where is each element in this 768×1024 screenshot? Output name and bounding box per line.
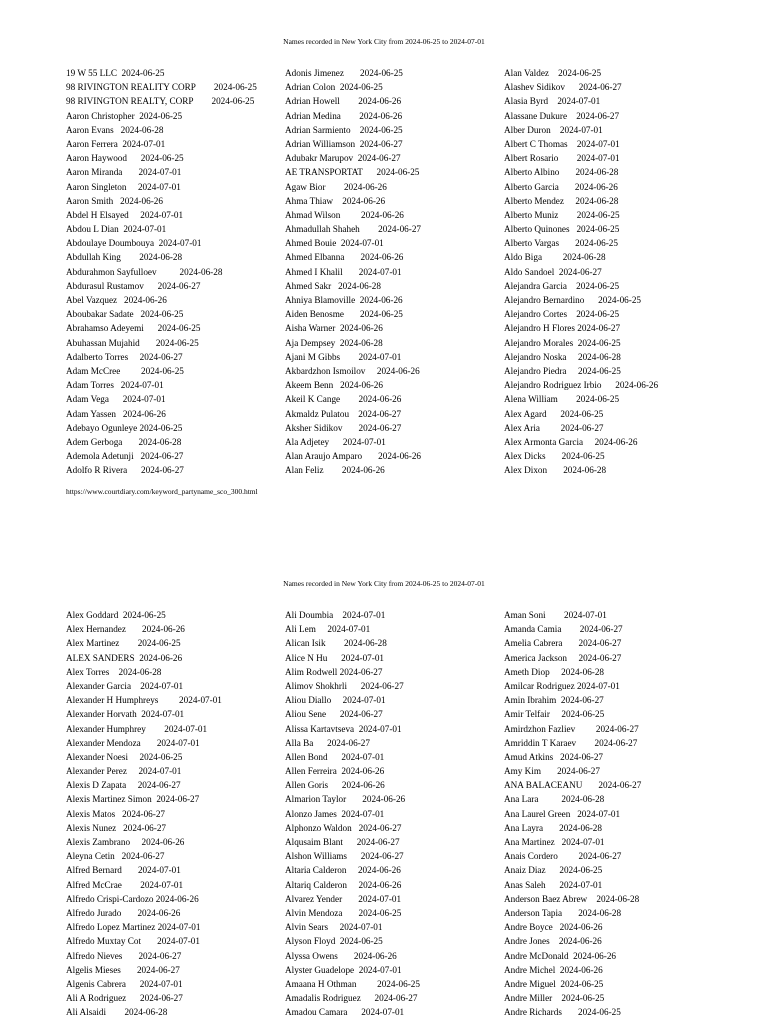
name-entry: Adrian Medina 2024-06-26 (285, 110, 403, 121)
name-entry: Akeem Benn 2024-06-26 (285, 380, 383, 391)
name-entry: Alshon Williams 2024-06-27 (285, 851, 404, 862)
name-entry: Alashev Sidikov 2024-06-27 (504, 82, 622, 93)
name-entry: Alejandro H Flores 2024-06-27 (504, 323, 621, 334)
name-entry: Alasia Byrd 2024-07-01 (504, 96, 601, 107)
name-entry: Alber Duron 2024-07-01 (504, 124, 603, 135)
name-entry: Allen Ferreira 2024-06-26 (285, 766, 385, 777)
name-entry: Aksher Sidikov 2024-06-27 (285, 422, 402, 433)
name-entry: Alberto Mendez 2024-06-28 (504, 195, 619, 206)
name-entry: Alyson Floyd 2024-06-25 (285, 936, 383, 947)
name-entry: 98 RIVINGTON REALITY CORP 2024-06-25 (66, 82, 257, 93)
name-entry: Andre Miller 2024-06-25 (504, 993, 605, 1004)
name-entry: Alan Araujo Amparo 2024-06-26 (285, 451, 422, 462)
name-entry: Andre Jones 2024-06-26 (504, 936, 602, 947)
name-entry: Alan Valdez 2024-06-25 (504, 68, 602, 78)
name-entry: Allen Bond 2024-07-01 (285, 751, 385, 762)
name-entry: Allen Goris 2024-06-26 (285, 780, 385, 791)
name-entry: Alejandro Bernardino 2024-06-25 (504, 295, 642, 305)
name-entry: Alimov Shokhrli 2024-06-27 (285, 680, 404, 691)
name-entry: Adem Gerboga 2024-06-28 (66, 436, 182, 447)
name-entry: Ali Doumbia 2024-07-01 (285, 610, 386, 620)
name-entry: Alejandro Piedra 2024-06-25 (504, 365, 621, 376)
name-entry: Aaron Ferrera 2024-07-01 (66, 138, 166, 149)
name-entry: Adubakr Marupov 2024-06-27 (285, 153, 401, 164)
name-entry: Alex Goddard 2024-06-25 (66, 610, 166, 620)
name-entry: Anas Saleh 2024-07-01 (504, 879, 603, 890)
name-entry: Alfred Bernard 2024-07-01 (66, 865, 181, 876)
name-entry: Abdoulaye Doumbouya 2024-07-01 (66, 238, 202, 249)
name-entry: Aldo Sandoel 2024-06-27 (504, 266, 602, 277)
name-entry: Adam McCree 2024-06-25 (66, 365, 184, 376)
name-entry: Alejandro Cortes 2024-06-25 (504, 309, 620, 320)
name-entry: Alfredo Crispi-Cardozo 2024-06-26 (66, 893, 199, 904)
name-entry: Adrian Sarmiento 2024-06-25 (285, 124, 403, 135)
name-entry: Alvin Mendoza 2024-06-25 (285, 907, 402, 918)
name-entry: Aaron Smith 2024-06-26 (66, 195, 163, 206)
name-entry: Alena William 2024-06-25 (504, 394, 620, 405)
name-entry: Agaw Bior 2024-06-26 (285, 181, 387, 192)
name-column-2 (285, 608, 495, 1019)
name-entry: 98 RIVINGTON REALTY, CORP 2024-06-25 (66, 96, 255, 107)
name-column-1 (66, 66, 276, 477)
name-entry: America Jackson 2024-06-27 (504, 652, 622, 663)
name-entry: Adrian Howell 2024-06-26 (285, 96, 402, 107)
name-entry: Aaron Christopher 2024-06-25 (66, 110, 183, 121)
name-entry: Amaana H Othman 2024-06-25 (285, 978, 420, 989)
name-entry: Amanda Camia 2024-06-27 (504, 624, 623, 635)
name-entry: Alex Aria 2024-06-27 (504, 422, 604, 433)
name-column-3 (504, 608, 734, 1019)
name-entry: Alonzo James 2024-07-01 (285, 808, 385, 819)
name-entry: Adalberto Torres 2024-06-27 (66, 351, 183, 362)
name-entry: Amadou Camara 2024-07-01 (285, 1007, 405, 1018)
name-entry: Anais Cordero 2024-06-27 (504, 851, 622, 862)
name-entry: Alfredo Muxtay Cot 2024-07-01 (66, 936, 200, 947)
document-page-2 (0, 542, 768, 1024)
name-entry: Adrian Colon 2024-06-25 (285, 82, 383, 93)
name-entry: Ahmadullah Shaheh 2024-06-27 (285, 224, 422, 235)
page-title: Names recorded in New York City from 2024-06-25 to 2024-07-01 (283, 579, 485, 588)
name-entry: Altaria Calderon 2024-06-26 (285, 865, 401, 876)
name-entry: Ali Lem 2024-07-01 (285, 624, 371, 635)
name-entry: Adebayo Ogunleye 2024-06-25 (66, 422, 183, 433)
name-entry: Anderson Baez Abrew 2024-06-28 (504, 893, 640, 904)
name-entry: Alberto Muniz 2024-06-25 (504, 209, 620, 220)
name-entry: Aleyna Cetin 2024-06-27 (66, 851, 165, 862)
name-entry: Algelis Mieses 2024-06-27 (66, 964, 180, 975)
name-entry: Alexander Horvath 2024-07-01 (66, 709, 185, 720)
name-entry: Alexander Noesi 2024-06-25 (66, 751, 183, 762)
name-entry: Aisha Warner 2024-06-26 (285, 323, 383, 334)
name-entry: Abdel H Elsayed 2024-07-01 (66, 209, 184, 220)
name-entry: Aja Dempsey 2024-06-28 (285, 337, 383, 348)
name-entry: AE TRANSPORTAT 2024-06-25 (285, 167, 420, 178)
name-entry: Ajani M Gibbs 2024-07-01 (285, 351, 402, 362)
name-entry: Alex Dicks 2024-06-25 (504, 451, 605, 462)
name-entry: Amilcar Rodriguez 2024-07-01 (504, 680, 620, 691)
name-entry: Ahma Thiaw 2024-06-26 (285, 195, 386, 206)
name-entry: Alberto Albino 2024-06-28 (504, 167, 619, 178)
name-entry: Abdullah King 2024-06-28 (66, 252, 183, 263)
name-entry: Alfredo Lopez Martinez 2024-07-01 (66, 922, 201, 933)
name-entry: Alla Ba 2024-06-27 (285, 737, 370, 748)
name-entry: Andre Miguel 2024-06-25 (504, 978, 604, 989)
name-entry: Ala Adjetey 2024-07-01 (285, 436, 386, 447)
name-entry: Abel Vazquez 2024-06-26 (66, 295, 167, 305)
name-entry: Ali A Rodriguez 2024-06-27 (66, 993, 183, 1004)
name-entry: Alberto Quinones 2024-06-25 (504, 224, 620, 235)
name-entry: Alvarez Yender 2024-07-01 (285, 893, 402, 904)
name-entry: Amy Kim 2024-06-27 (504, 766, 600, 777)
name-column-3 (504, 66, 734, 477)
name-entry: Ana Martinez 2024-07-01 (504, 837, 605, 847)
name-entry: Alejandro Noska 2024-06-28 (504, 351, 621, 362)
name-entry: Abdurahmon Sayfulloev 2024-06-28 (66, 266, 223, 277)
name-entry: Alfredo Jurado 2024-06-26 (66, 907, 181, 918)
name-entry: Alissa Kartavtseva 2024-07-01 (285, 723, 402, 734)
name-entry: Alberto Garcia 2024-06-26 (504, 181, 618, 192)
name-entry: Amin Ibrahim 2024-06-27 (504, 695, 604, 706)
name-entry: Alvin Sears 2024-07-01 (285, 922, 383, 933)
name-entry: Alexander Garcia 2024-07-01 (66, 680, 184, 691)
name-entry: Amadalis Rodriguez 2024-06-27 (285, 993, 418, 1004)
name-entry: Adolfo R Rivera 2024-06-27 (66, 465, 184, 476)
name-entry: Amirdzhon Fazliev 2024-06-27 (504, 723, 639, 734)
name-entry: Alassane Dukure 2024-06-27 (504, 110, 620, 121)
name-entry: Alexis Martinez Simon 2024-06-27 (66, 794, 200, 805)
name-entry: Ahniya Blamoville 2024-06-26 (285, 295, 403, 305)
name-entry: Andre McDonald 2024-06-26 (504, 950, 617, 961)
name-entry: Amriddin T Karaev 2024-06-27 (504, 737, 638, 748)
name-entry: Aliou Diallo 2024-07-01 (285, 695, 386, 706)
name-column-2 (285, 66, 495, 477)
name-entry: Ali Alsaidi 2024-06-28 (66, 1007, 168, 1018)
name-entry: Alex Martinez 2024-06-25 (66, 638, 181, 649)
name-entry: Alexander Humphrey 2024-07-01 (66, 723, 208, 734)
name-entry: Ahmed Elbanna 2024-06-26 (285, 252, 404, 263)
name-entry: Aman Soni 2024-07-01 (504, 610, 607, 620)
name-entry: Alex Dixon 2024-06-28 (504, 465, 607, 476)
name-entry: ALEX SANDERS 2024-06-26 (66, 652, 183, 663)
name-entry: Ademola Adetunji 2024-06-27 (66, 451, 184, 462)
name-entry: Ahmed I Khalil 2024-07-01 (285, 266, 402, 277)
name-entry: Adonis Jimenez 2024-06-25 (285, 68, 403, 78)
name-entry: Alberto Vargas 2024-06-25 (504, 238, 618, 249)
name-entry: Alex Hernandez 2024-06-26 (66, 624, 185, 635)
name-entry: Alqusaim Blant 2024-06-27 (285, 837, 400, 847)
name-entry: Albert C Thomas 2024-07-01 (504, 138, 620, 149)
name-entry: Alyster Guadelope 2024-07-01 (285, 964, 402, 975)
name-entry: Alexis Nunez 2024-06-27 (66, 822, 167, 833)
name-entry: Ahmed Sakr 2024-06-28 (285, 280, 381, 291)
name-entry: Adrian Williamson 2024-06-27 (285, 138, 403, 149)
name-entry: 19 W 55 LLC 2024-06-25 (66, 68, 165, 78)
name-entry: Anderson Tapia 2024-06-28 (504, 907, 622, 918)
name-entry: Aaron Haywood 2024-06-25 (66, 153, 184, 164)
name-entry: Alex Armonta Garcia 2024-06-26 (504, 436, 638, 447)
name-entry: Aldo Biga 2024-06-28 (504, 252, 606, 263)
name-entry: Akmaldz Pulatou 2024-06-27 (285, 408, 402, 419)
name-entry: Alphonzo Waldon 2024-06-27 (285, 822, 402, 833)
name-entry: Alim Rodwell 2024-06-27 (285, 666, 383, 677)
name-entry: Aaron Miranda 2024-07-01 (66, 167, 182, 178)
name-entry: Aaron Singleton 2024-07-01 (66, 181, 181, 192)
page-title: Names recorded in New York City from 2024-06-25 to 2024-07-01 (283, 37, 485, 46)
name-entry: Alyssa Owens 2024-06-26 (285, 950, 397, 961)
name-entry: Amud Atkins 2024-06-27 (504, 751, 604, 762)
name-entry: Alfred McCrae 2024-07-01 (66, 879, 184, 890)
name-entry: Aiden Benosme 2024-06-25 (285, 309, 403, 320)
name-entry: Alex Torres 2024-06-28 (66, 666, 162, 677)
name-entry: Abuhassan Mujahid 2024-06-25 (66, 337, 199, 348)
name-entry: Aliou Sene 2024-06-27 (285, 709, 383, 720)
name-entry: Alfredo Nieves 2024-06-27 (66, 950, 182, 961)
name-entry: Anaiz Diaz 2024-06-25 (504, 865, 603, 876)
name-entry: Ameth Diop 2024-06-28 (504, 666, 605, 677)
name-entry: Alexis Matos 2024-06-27 (66, 808, 166, 819)
name-entry: Alejandro Morales 2024-06-25 (504, 337, 621, 348)
name-entry: Alan Feliz 2024-06-26 (285, 465, 385, 476)
name-entry: Adam Yassen 2024-06-26 (66, 408, 166, 419)
name-entry: Albert Rosario 2024-07-01 (504, 153, 620, 164)
name-entry: Andre Richards 2024-06-25 (504, 1007, 621, 1018)
name-entry: Aaron Evans 2024-06-28 (66, 124, 164, 135)
name-entry: Ana Lara 2024-06-28 (504, 794, 605, 805)
name-entry: Algenis Cabrera 2024-07-01 (66, 978, 183, 989)
name-entry: Alexis D Zapata 2024-06-27 (66, 780, 181, 791)
name-entry: Andre Michel 2024-06-26 (504, 964, 603, 975)
name-entry: Akbardzhon Ismoilov 2024-06-26 (285, 365, 420, 376)
name-entry: Alexander Perez 2024-07-01 (66, 766, 182, 777)
name-entry: Alex Agard 2024-06-25 (504, 408, 604, 419)
name-entry: Alejandro Rodriguez Irbio 2024-06-26 (504, 380, 659, 391)
name-entry: Ahmed Bouie 2024-07-01 (285, 238, 384, 249)
name-entry: Alice N Hu 2024-07-01 (285, 652, 385, 663)
name-entry: Adam Vega 2024-07-01 (66, 394, 166, 405)
name-entry: Ahmad Wilson 2024-06-26 (285, 209, 404, 220)
name-entry: Andre Boyce 2024-06-26 (504, 922, 603, 933)
name-entry: Ana Layra 2024-06-28 (504, 822, 602, 833)
name-entry: Akeil K Cange 2024-06-26 (285, 394, 402, 405)
name-entry: Alican Isik 2024-06-28 (285, 638, 387, 649)
name-entry: Alejandra Garcia 2024-06-25 (504, 280, 620, 291)
name-column-1 (66, 608, 276, 1019)
name-entry: ANA BALACEANU 2024-06-27 (504, 780, 642, 791)
name-entry: Ana Laurel Green 2024-07-01 (504, 808, 621, 819)
name-entry: Almarion Taylor 2024-06-26 (285, 794, 406, 805)
name-entry: Amir Telfair 2024-06-25 (504, 709, 605, 720)
name-entry: Alexis Zambrano 2024-06-26 (66, 837, 185, 847)
name-entry: Aboubakar Sadate 2024-06-25 (66, 309, 184, 320)
name-entry: Abdou L Dian 2024-07-01 (66, 224, 167, 235)
source-url[interactable]: https://www.courtdiary.com/keyword_partyname_sco_300.html (66, 487, 258, 496)
name-entry: Adam Torres 2024-07-01 (66, 380, 164, 391)
name-entry: Alexander Mendoza 2024-07-01 (66, 737, 200, 748)
name-entry: Abdurasul Rustamov 2024-06-27 (66, 280, 201, 291)
name-entry: Altariq Calderon 2024-06-26 (285, 879, 402, 890)
name-entry: Alexander H Humphreys 2024-07-01 (66, 695, 222, 706)
name-entry: Abrahamso Adeyemi 2024-06-25 (66, 323, 201, 334)
name-entry: Amelia Cabrera 2024-06-27 (504, 638, 622, 649)
